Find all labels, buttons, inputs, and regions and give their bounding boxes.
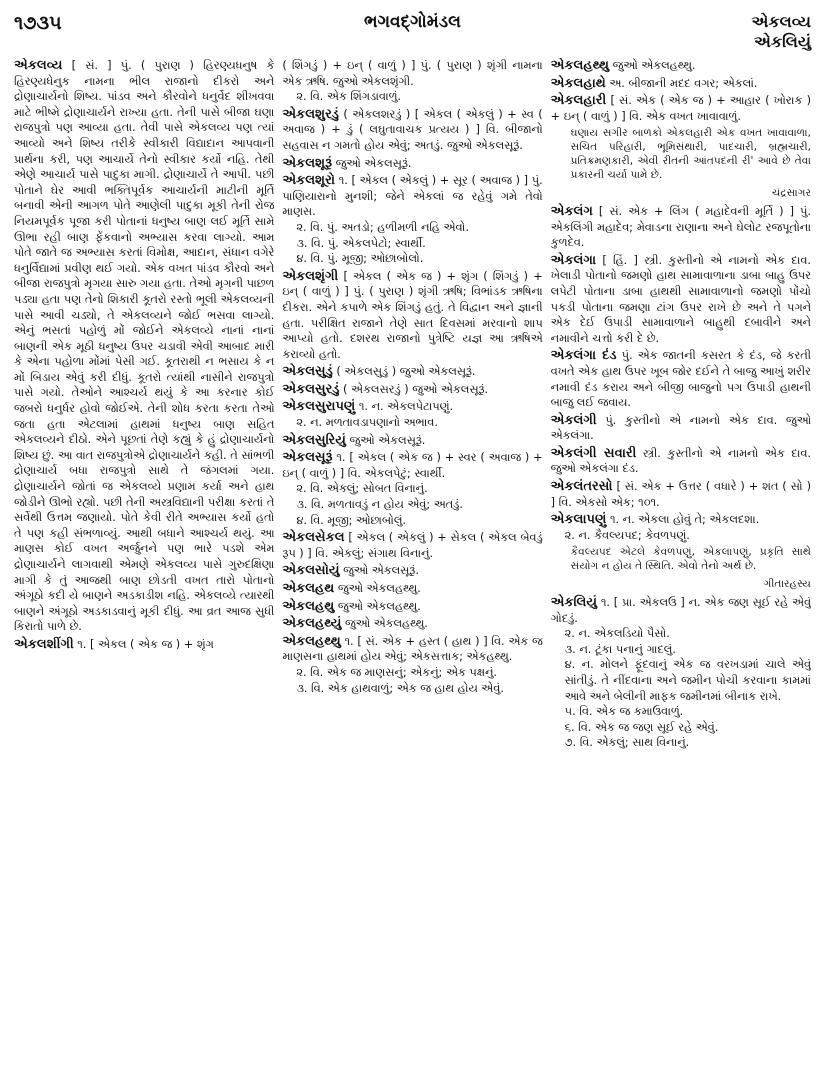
column-3 bbox=[551, 58, 811, 1082]
entry-definition: ( શિંગડું ) + ઇન્ ( વાળું ) ] પું. ( પુરાણ ) શૃંગી નામના એક ઋષિ. જુઓ એકલશૃંગી. bbox=[282, 59, 543, 88]
entry-headword: એકલસુરાપણું bbox=[282, 399, 356, 415]
entry-sense: ૨. વિ. એક શિંગડાવાળું. bbox=[296, 90, 402, 104]
entry-definition: જુઓ એકલહથ્થુ. bbox=[612, 59, 696, 72]
dictionary-entry bbox=[551, 348, 811, 410]
dictionary-entry bbox=[551, 413, 811, 444]
dictionary-entry bbox=[551, 595, 811, 751]
dictionary-entry bbox=[14, 58, 274, 635]
entry-definition: ૧. [ એકલ ( એકલું ) + સૂર ( અવાજ ) ] પું. પાણિયારાનો મુનશી; જેને એકલાં જ રહેવું ગમે તેવો માણસ. bbox=[282, 174, 543, 219]
entry-definition: જુઓ એકલહથ્થુ. bbox=[337, 599, 421, 613]
dictionary-entry bbox=[282, 269, 542, 363]
entry-sense: ૨. ન. કૈવલ્યપદ; કેવળપણું. bbox=[564, 528, 690, 542]
entry-definition: પું. કુસ્તીનો એ નામનો એક દાવ. જુઓ એકલંગા. bbox=[550, 413, 811, 443]
entry-definition: ૧. [ એકલ ( એક જ ) + શૃંગ bbox=[77, 637, 214, 651]
entry-headword: એકલસુરડું bbox=[282, 381, 340, 397]
entry-definition: [ સં. એક + લિંગ ( મહાદેવની મૂર્તિ ) ] પું. એકલિંગી મહાદેવ; મેવાડના રાણાના અને ઘેલોટ રજપૂતોના કુળદેવ. bbox=[550, 204, 811, 250]
entry-headword: એકલવ્ય bbox=[14, 58, 63, 73]
entry-headword: એકલહથ bbox=[282, 581, 335, 596]
entry-quotation: કૈવલ્યપદ એટલે કેવળપણું, એકલાપણું, પ્રકૃતિ સાથે સંયોગ ન હોય તે સ્થિતિ. એવો તેનો અર્થ છે. bbox=[570, 546, 811, 573]
entry-sense: ૫. વિ. એક જ કમાઉવાળું. bbox=[564, 705, 684, 719]
guide-words bbox=[751, 12, 811, 52]
dictionary-entry bbox=[282, 399, 542, 430]
entry-headword: એકલિયું bbox=[550, 595, 597, 611]
entry-headword: એકલંગા દંડ bbox=[550, 348, 617, 364]
dictionary-entry bbox=[282, 433, 542, 449]
entry-definition: ૧. [ પ્રા. એકલઉ ] ન. એક જણ સૂઈ રહે એવું ગોદડું. bbox=[550, 596, 811, 625]
entry-sense: ૨. વિ. પું. અતડો; હળીમળી નહિ એવો. bbox=[296, 220, 469, 234]
entry-headword: એકલહથ્યું bbox=[282, 616, 342, 632]
dictionary-entry bbox=[551, 512, 811, 593]
dictionary-entry bbox=[282, 382, 542, 398]
dictionary-entry bbox=[551, 479, 811, 510]
dictionary-entry bbox=[551, 253, 811, 347]
entry-definition: સ્ત્રી. કુસ્તીનો એ નામનો એક દાવ. જુઓ એકલંગા દંડ. bbox=[550, 446, 811, 476]
entry-definition: [ સં. ] પું. ( પુરાણ ) હિરણ્યધનુષ કે હિરણ્યધેનુક નામના ભીલ રાજાનો દીકરો અને દ્રોણાચાર્યનો શિષ્ય. પાંડવ અને કૌરવોને ધનુર્વેદ શીખવવા માટે ભીષ્મે દ્રોણાચાર્યને રાખ્યા હતા. તેની પાસે બીજા ઘણા રાજપુત્રો પણ આવ્યા હતા. તેવી પાસે એકલવ્ય પણ ત્યાં આવ્યો અને શિષ્ય તરીકે સ્વીકારી વિદ્યાદાન આપવાની પ્રાર્થના કરી, પણ આચાર્યે તેનો સ્વીકાર કર્યો નહિ. તેથી એણે આચાર્ય પાસે પાદુકા માગી. દ્રોણાચાર્યે તે આપી. પછી પોતાને ઘેર આવી ભક્તિપૂર્વક આચાર્યની માટીની મૂર્તિ બનાવી એની આગળ પોતે આણેલી પાદુકા મૂકી તેની રોજ નિયમપૂર્વક પૂજા કરી પોતાનાં ધનુષ્ય બાણ લઈ મૂર્તિ સામે ઊભા રહી બાણ ફેંકવાનો અભ્યાસ કરવા લાગ્યો. આમ પોતે જાતે જ અભ્યાસ કરતાં વિમોક્ષ, આદાન, સંધાન વગેરે ધનુર્વિદ્યામાં પ્રવીણ થઈ ગયો. એક વખત પાંડવ કૌરવો અને બીજા રાજપુત્રો મૃગયા સારુ ગયા હતા. તેઓ મૃગની પાછળ પડ્યા હતા પણ તેનો શિકારી કૂતરો રસ્તો ભૂલી એકલવ્યની પાસે આવી ચડ્યો, તે એકલવ્યને જોઈ ભસવા લાગ્યો. એનું ભસતાં પહોળું મોં જોઈને એકલવ્યે નાનાં નાનાં બાણની એક મૂઠી ધનુષ્ય ઉપર ચડાવી એવી આબાદ મારી કે એના પહોળા મોંમાં પેસી ગઈ. કૂતરાથી ન ભસાય કે ન મોં બિડાય એવું કરી દીધું. કૂતરો ત્યાંથી નાસીને રાજપુત્રો પાસે ગયો. તેઓને આશ્ચર્ય થયું કે આ કરનાર કોઈ જબરો ધનુર્ધર હોવો જોઈએ. તેની શોધ કરતા કરતા તેઓ જતા હતા એટલામાં હાથમાં ધનુષ્ય બાણ સહિત એકલવ્યને દીઠો. એને પૂછતાં તેણે કહ્યું કે હું દ્રોણાચાર્યનો શિષ્ય છું. આ વાત રાજપુત્રોએ દ્રોણાચાર્યને કહી. તે સાંભળી દ્રોણાચાર્ય બધા રાજપુત્રો સાથે તે જંગલમાં ગયા. દ્રોણાચાર્યને જોતાં જ એકલવ્યે પ્રણામ કર્યા અને હાથ જોડીને ઊભો રહ્યો. પછી તેની અસ્ત્રવિદ્યાની પરીક્ષા કરતાં તે સર્વેથી ઉત્તમ જણાયો. પોતે કેવી રીતે અભ્યાસ કર્યો હતો તે પણ કહી સંભળાવ્યું. આથી બધાને આશ્ચર્ય થયું. આ માણસ કોઈ વખત અર્જુનને પણ ભારે પડશે એમ દ્રોણાચાર્યને લાગવાથી એમણે એકલવ્ય પાસે ગુરુદક્ષિણા માગી કે તું આજથી બાણ છોડતી વખત તારો પોતાનો અંગૂઠો કદી યે બાણને અડકાડીશ નહિ. એકલવ્યે ત્યારથી બાણને અંગૂઠો અડકાડવાનું મૂકી દીધું. આ વ્રત આજ સુધી કિરાતો પાળે છે. bbox=[14, 59, 275, 634]
entry-headword: એકલશૂરો bbox=[282, 173, 336, 189]
quotation-source: ચંદ્રસાગર bbox=[771, 187, 811, 200]
entry-headword: એકલંગા bbox=[550, 252, 597, 268]
dictionary-entry bbox=[14, 637, 274, 653]
running-title: ભગવદ્ગોમંડલ bbox=[364, 12, 461, 32]
dictionary-entry bbox=[282, 107, 542, 154]
column-1 bbox=[14, 58, 274, 1082]
guide-word-last: એકલિયું bbox=[754, 32, 811, 51]
entry-definition: અ. બીજાની મદદ વગર; એકલાં. bbox=[609, 76, 758, 90]
entry-sense: ૨. વિ. એક જ માણસનું; એકનું; એક પક્ષનું. bbox=[296, 665, 497, 679]
entry-definition: જુઓ એકલસૂરૂં. bbox=[335, 156, 412, 170]
dictionary-entry bbox=[551, 93, 811, 202]
dictionary-entry bbox=[282, 616, 542, 632]
entry-headword: એકલંગી સવારી bbox=[550, 445, 637, 461]
entry-definition: જુઓ એકલસૂરૂં. bbox=[343, 564, 419, 578]
entry-headword: એકલસૂરૂં bbox=[282, 450, 333, 466]
entry-sense: ૩. વિ. એક હાથવાળું; એક જ હાથ હોય એવું. bbox=[296, 681, 504, 695]
entry-headword: એકલસોયું bbox=[282, 563, 340, 579]
entry-sense: ૪. વિ. મૂજી; ઓછાબોલું. bbox=[296, 513, 406, 527]
entry-definition: [ સં. એક ( એક જ ) + આહાર ( ખોરાક ) + ઇન્ ( વાળું ) ] વિ. એક વખત ખાવાવાળું. bbox=[550, 94, 811, 123]
quotation-source: ગીતારહસ્ય bbox=[763, 578, 811, 591]
entry-definition: પું. એક જાતની કસરત કે દંડ, જે કરતી વખતે એક હાથ ઉપર ખૂબ જોર દઈને તે બાજુ આખું શરીર નમાવી દંડ કરાય અને બીજી બાજુનો પગ ઉપાડી હાથની બાજુ લઈ જવાય. bbox=[550, 349, 811, 410]
entry-headword: એકલહથ્થુ bbox=[282, 633, 341, 649]
entry-sense: ૭. વિ. એકલું; સાથ વિનાનું. bbox=[564, 736, 690, 750]
entry-definition: [ હિં. ] સ્ત્રી. કુસ્તીનો એ નામનો એક દાવ. ખેલાડી પોતાનો જમણો હાથ સામાવાળાના ડાબા બાહુ ઉપર લપેટી પોતાના ડાબા હાથથી સામાવાળાનો જમણો પોંચો પકડી પોતાના જમણા ટાંગ ઉપર રાખે છે અને તે પગને એક દેઈ ઉપાડી સામાવાળાને બાહુથી દબાવીને અને નમાવીને ચત્તો કરી દે છે. bbox=[550, 253, 811, 345]
dictionary-entry bbox=[282, 364, 542, 380]
entry-headword: એકલાપણું bbox=[550, 512, 607, 528]
entry-sense: ૩. વિ. પું. એકલપેટો; સ્વાર્થી. bbox=[296, 236, 426, 250]
entry-headword: એકલસેકલ bbox=[282, 530, 345, 546]
entry-definition: જુઓ એકલહથ્થુ. bbox=[344, 617, 428, 631]
dictionary-entry bbox=[551, 58, 811, 74]
entry-headword: એકલશીંગી bbox=[14, 636, 74, 652]
entry-definition: ( એકલસુડું ) જુઓ એકલસૂરૂં. bbox=[336, 365, 476, 379]
entry-definition: જુઓ એકલહથ્થુ. bbox=[337, 582, 421, 595]
entry-definition: ૧. ન. એકલપેટાપણું. bbox=[358, 400, 454, 414]
dictionary-entry bbox=[282, 599, 542, 615]
dictionary-entry bbox=[282, 634, 542, 696]
entry-headword: એકલશુરડું bbox=[282, 106, 339, 122]
entry-definition: ( એકલશરડું ) [ એકલ ( એકલું ) + સ્વ ( અવાજ ) + ડું ( લઘુતાવાચક પ્રત્યય ) ] વિ. બીજાનો સહવાસ ન ગમતો હોય એવું; અતડું. જુઓ એકલસૂરૂં. bbox=[282, 107, 543, 152]
entry-headword: એકલહથુ bbox=[282, 598, 335, 614]
entry-definition: [ એકલ ( એકલું ) + સેકલ ( એકલ બેવડું રૂપ ) ] વિ. એકલું; સંગાથ વિનાનું. bbox=[282, 531, 543, 560]
entry-quotation: ઘણાય સગીર બાળકો એકલહારી એક વખત ખાવાવાળા, સચિત પરિહારી, ભૂમિસંથારી, પાદચારી, બ્રહ્મચારી, પ્રતિક્રમણકારી, એવી રીતની આંતપદની રી' આવે છે તેવા પ્રકારની ચર્યા પામે છે. bbox=[570, 127, 811, 182]
entry-headword: એકલંગી bbox=[550, 412, 597, 428]
entry-definition: જુઓ એકલસૂરૂં. bbox=[349, 433, 426, 447]
entry-headword: એકલશૂરૂં bbox=[282, 155, 332, 171]
entry-headword: એકલશૃંગી bbox=[282, 268, 339, 284]
page-header bbox=[14, 10, 811, 58]
entry-headword: એકલહારી bbox=[550, 93, 607, 109]
entry-definition: ૧. ન. એકલા હોવું તે; એકલદશા. bbox=[609, 513, 760, 527]
dictionary-entry bbox=[282, 530, 542, 561]
column-2 bbox=[282, 58, 542, 1082]
entry-definition: ૧. [ સં. એક + હસ્ત ( હાથ ) ] વિ. એક જ માણસના હાથમાં હોય એવું; એકસત્તાક; એકહથ્થુ. bbox=[282, 634, 543, 664]
entry-sense: ૩. વિ. મળતાવડું ન હોય એવું; અતડું. bbox=[296, 498, 463, 512]
entry-definition: [ એકલ ( એક જ ) + શૃંગ ( શિંગડું ) + ઇન્ ( વાળું ) ] પું. ( પુરાણ ) શૃંગી ઋષિ; વિભાંડક ઋષિના દીકરા. એને કપાળે એક શિંગડું હતું. તે વિદ્વાન અને જ્ઞાની હતા. પરીક્ષિત રાજાને તેણે સાત દિવસમાં મરવાનો શાપ આપ્યો હતો. દશરથ રાજાનો પુત્રેષ્ટિ યજ્ઞ આ ઋષિએ કરાવ્યો હતો. bbox=[282, 269, 543, 361]
entry-sense: ૪. ન. મોલને ફૂંદવાનું એક જ વરખડામાં ચાલે એવું સાંતીડું. તે નીંદવાના અને જમીન પોચી કરવાના કામમાં આવે અને બેલીની માફક જમીનમાં બીનાક રાખે. bbox=[564, 658, 811, 703]
entry-sense: ૨. ન. મળતાવડાપણાનો અભાવ. bbox=[296, 416, 438, 430]
entry-headword: એકલહાથે bbox=[550, 75, 606, 91]
page-number: ૧૭૩૫ bbox=[14, 12, 62, 34]
entry-headword: એકલસુડું bbox=[282, 364, 333, 380]
entry-headword: એકલંગ bbox=[550, 203, 593, 219]
guide-word-first: એકલવ્ય bbox=[751, 12, 811, 31]
entry-sense: ૨. વિ. એકલું; સોબત વિનાનું. bbox=[296, 482, 428, 496]
text-columns bbox=[14, 58, 811, 1082]
entry-sense: ૨. ન. એકલડિયો પૈસો. bbox=[564, 627, 670, 641]
dictionary-entry bbox=[282, 581, 542, 597]
entry-headword: એકલહથ્થુ bbox=[550, 58, 609, 73]
dictionary-entry bbox=[282, 450, 542, 528]
dictionary-entry bbox=[282, 563, 542, 579]
dictionary-entry bbox=[282, 156, 542, 172]
entry-sense: ૪. વિ. પું. મૂજી; ઓછાબોલો. bbox=[296, 252, 424, 266]
entry-definition: [ સં. એક + ઉત્તર ( વધારે ) + શત ( સો ) ] વિ. એકસો એક; ૧૦૧. bbox=[550, 480, 811, 509]
dictionary-entry bbox=[551, 446, 811, 477]
dictionary-entry bbox=[551, 76, 811, 92]
dictionary-entry bbox=[551, 204, 811, 251]
entry-definition: ૧. [ એકલ ( એક જ ) + સ્વર ( અવાજ ) + ઇન્ ( વાળું ) ] વિ. એકલપેટું; સ્વાર્થી. bbox=[282, 451, 543, 480]
entry-headword: એકલંતરસો bbox=[550, 479, 613, 495]
entry-headword: એકલસુરિયું bbox=[282, 432, 346, 448]
entry-definition: ( એકલસરડું ) જુઓ એકલસૂરૂં. bbox=[343, 382, 489, 396]
dictionary-entry bbox=[282, 173, 542, 267]
entry-sense: ૬. વિ. એક જ જણ સૂઈ રહે એવું. bbox=[564, 720, 719, 734]
entry-sense: ૩. ન. ટૂંકા પનાનું ગાદલું. bbox=[564, 642, 676, 656]
dictionary-entry bbox=[282, 58, 542, 105]
